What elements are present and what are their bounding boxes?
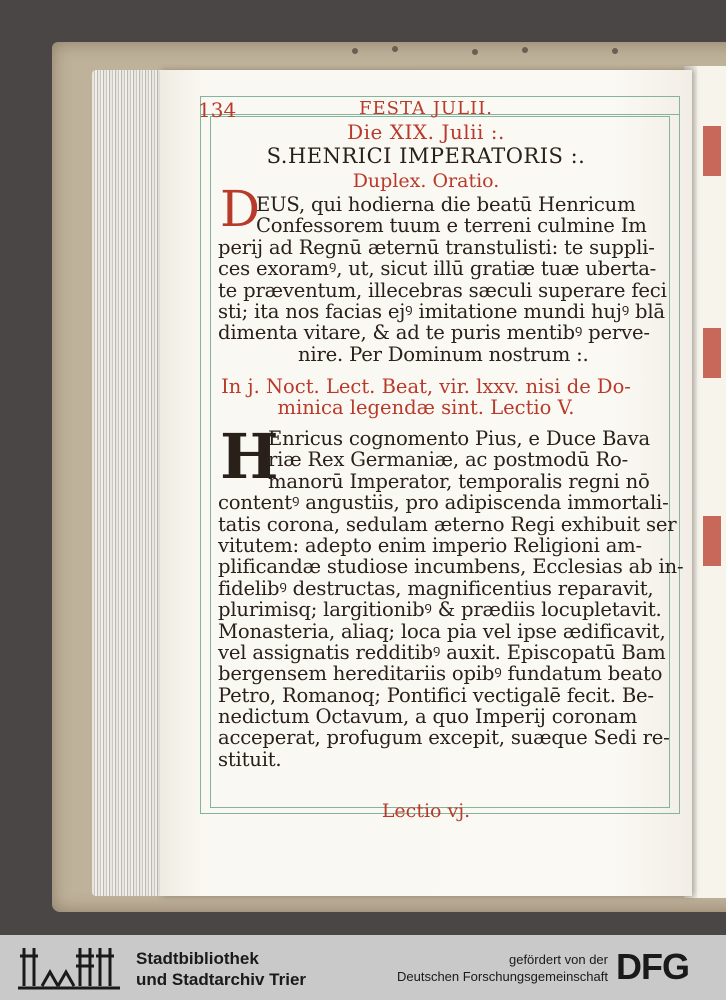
oratio-line: ces exoramꝰ, ut, sicut illū gratiæ tuæ uberta-	[218, 257, 657, 281]
manuscript-page	[160, 70, 692, 896]
lectio-line: tatis corona, sedulam æterno Regi exhibuit ser	[218, 512, 677, 536]
footer-bar	[0, 935, 726, 1000]
lectio-line: manorū Imperator, temporalis regni nō	[268, 469, 650, 493]
page-edges	[92, 70, 164, 896]
lectio-rubric	[160, 376, 692, 418]
lectio-line: vel assignatis redditibꝰ auxit. Episcopatū Bam	[218, 640, 666, 664]
dfg-logo: DFG	[616, 946, 689, 987]
next-lectio-heading: Lectio vj.	[381, 800, 471, 822]
lectio-line: fidelibꝰ destructas, magnificentius reparavit,	[218, 576, 654, 600]
library-name	[136, 948, 306, 990]
oratio-line: sti; ita nos facias ejꝰ imitatione mundi hujꝰ blā	[218, 299, 665, 323]
feast-date: Die XIX. Julii :.	[347, 120, 505, 144]
library-logo-icon	[16, 944, 128, 990]
running-head: FESTA JULII.	[359, 98, 493, 119]
oratio-line: dimenta vitare, & ad te puris mentibꝰ perve-	[218, 321, 650, 345]
lectio-line: vitutem: adepto enim imperio Religioni am-	[218, 533, 642, 557]
lectio-line: Monasteria, aliaq; loca pia vel ipse ædificavit,	[218, 619, 666, 643]
oratio-line: nire. Per Dominum nostrum :.	[298, 342, 589, 366]
lectio-line: contentꝰ angustiis, pro adipiscenda immortali-	[218, 491, 669, 515]
funder-line: Deutschen Forschungsgemeinschaft	[396, 969, 608, 984]
library-name-line: Stadtbibliothek	[136, 949, 259, 968]
lectio-line: Petro, Romanoq; Pontifici vectigalē fecit. Be-	[218, 683, 654, 707]
oratio-text	[218, 194, 680, 365]
rubric-line: minica legendæ sint. Lectio V.	[277, 396, 575, 419]
lectio-initial: H	[220, 420, 279, 493]
rubric-line: In j. Noct. Lect. Beat, vir. lxxv. nisi de Do-	[221, 375, 631, 398]
oratio-initial: D	[220, 180, 261, 238]
library-name-line: und Stadtarchiv Trier	[136, 970, 307, 989]
oratio-line: perij ad Regnū æternū transtulisti: te suppli-	[218, 235, 655, 259]
lectio-line: nedictum Octavum, a quo Imperij coronam	[218, 705, 638, 729]
lectio-line: acceperat, profugum excepit, suæque Sedi re-	[218, 726, 670, 750]
facing-page-edge	[697, 66, 726, 898]
lectio-line: bergensem hereditariis opibꝰ fundatum beato	[218, 662, 663, 686]
lectio-line: riæ Rex Germaniæ, ac postmodū Ro-	[268, 448, 629, 472]
page-number: 134	[198, 98, 237, 122]
feast-rank: Duplex. Oratio.	[352, 170, 500, 192]
saint-title: S.HENRICI IMPERATORIS :.	[266, 144, 586, 168]
oratio-line: Confessorem tuum e terreni culmine Im	[256, 214, 647, 238]
lectio-line: stituit.	[218, 747, 282, 771]
oratio-line: te præventum, illecebras sæculi superare feci	[218, 278, 667, 302]
lectio-text	[218, 420, 684, 771]
lectio-line: plificandæ studiose incumbens, Ecclesias ab in-	[218, 555, 684, 579]
funder-credit	[397, 951, 608, 985]
funder-line: gefördert von der	[508, 952, 608, 967]
lectio-line: plurimisq; largitionibꝰ & prædiis locupletavit.	[218, 598, 662, 622]
oratio-line: EUS, qui hodierna die beatū Henricum	[256, 193, 636, 216]
lectio-line: Enricus cognomento Pius, e Duce Bava	[268, 427, 651, 450]
